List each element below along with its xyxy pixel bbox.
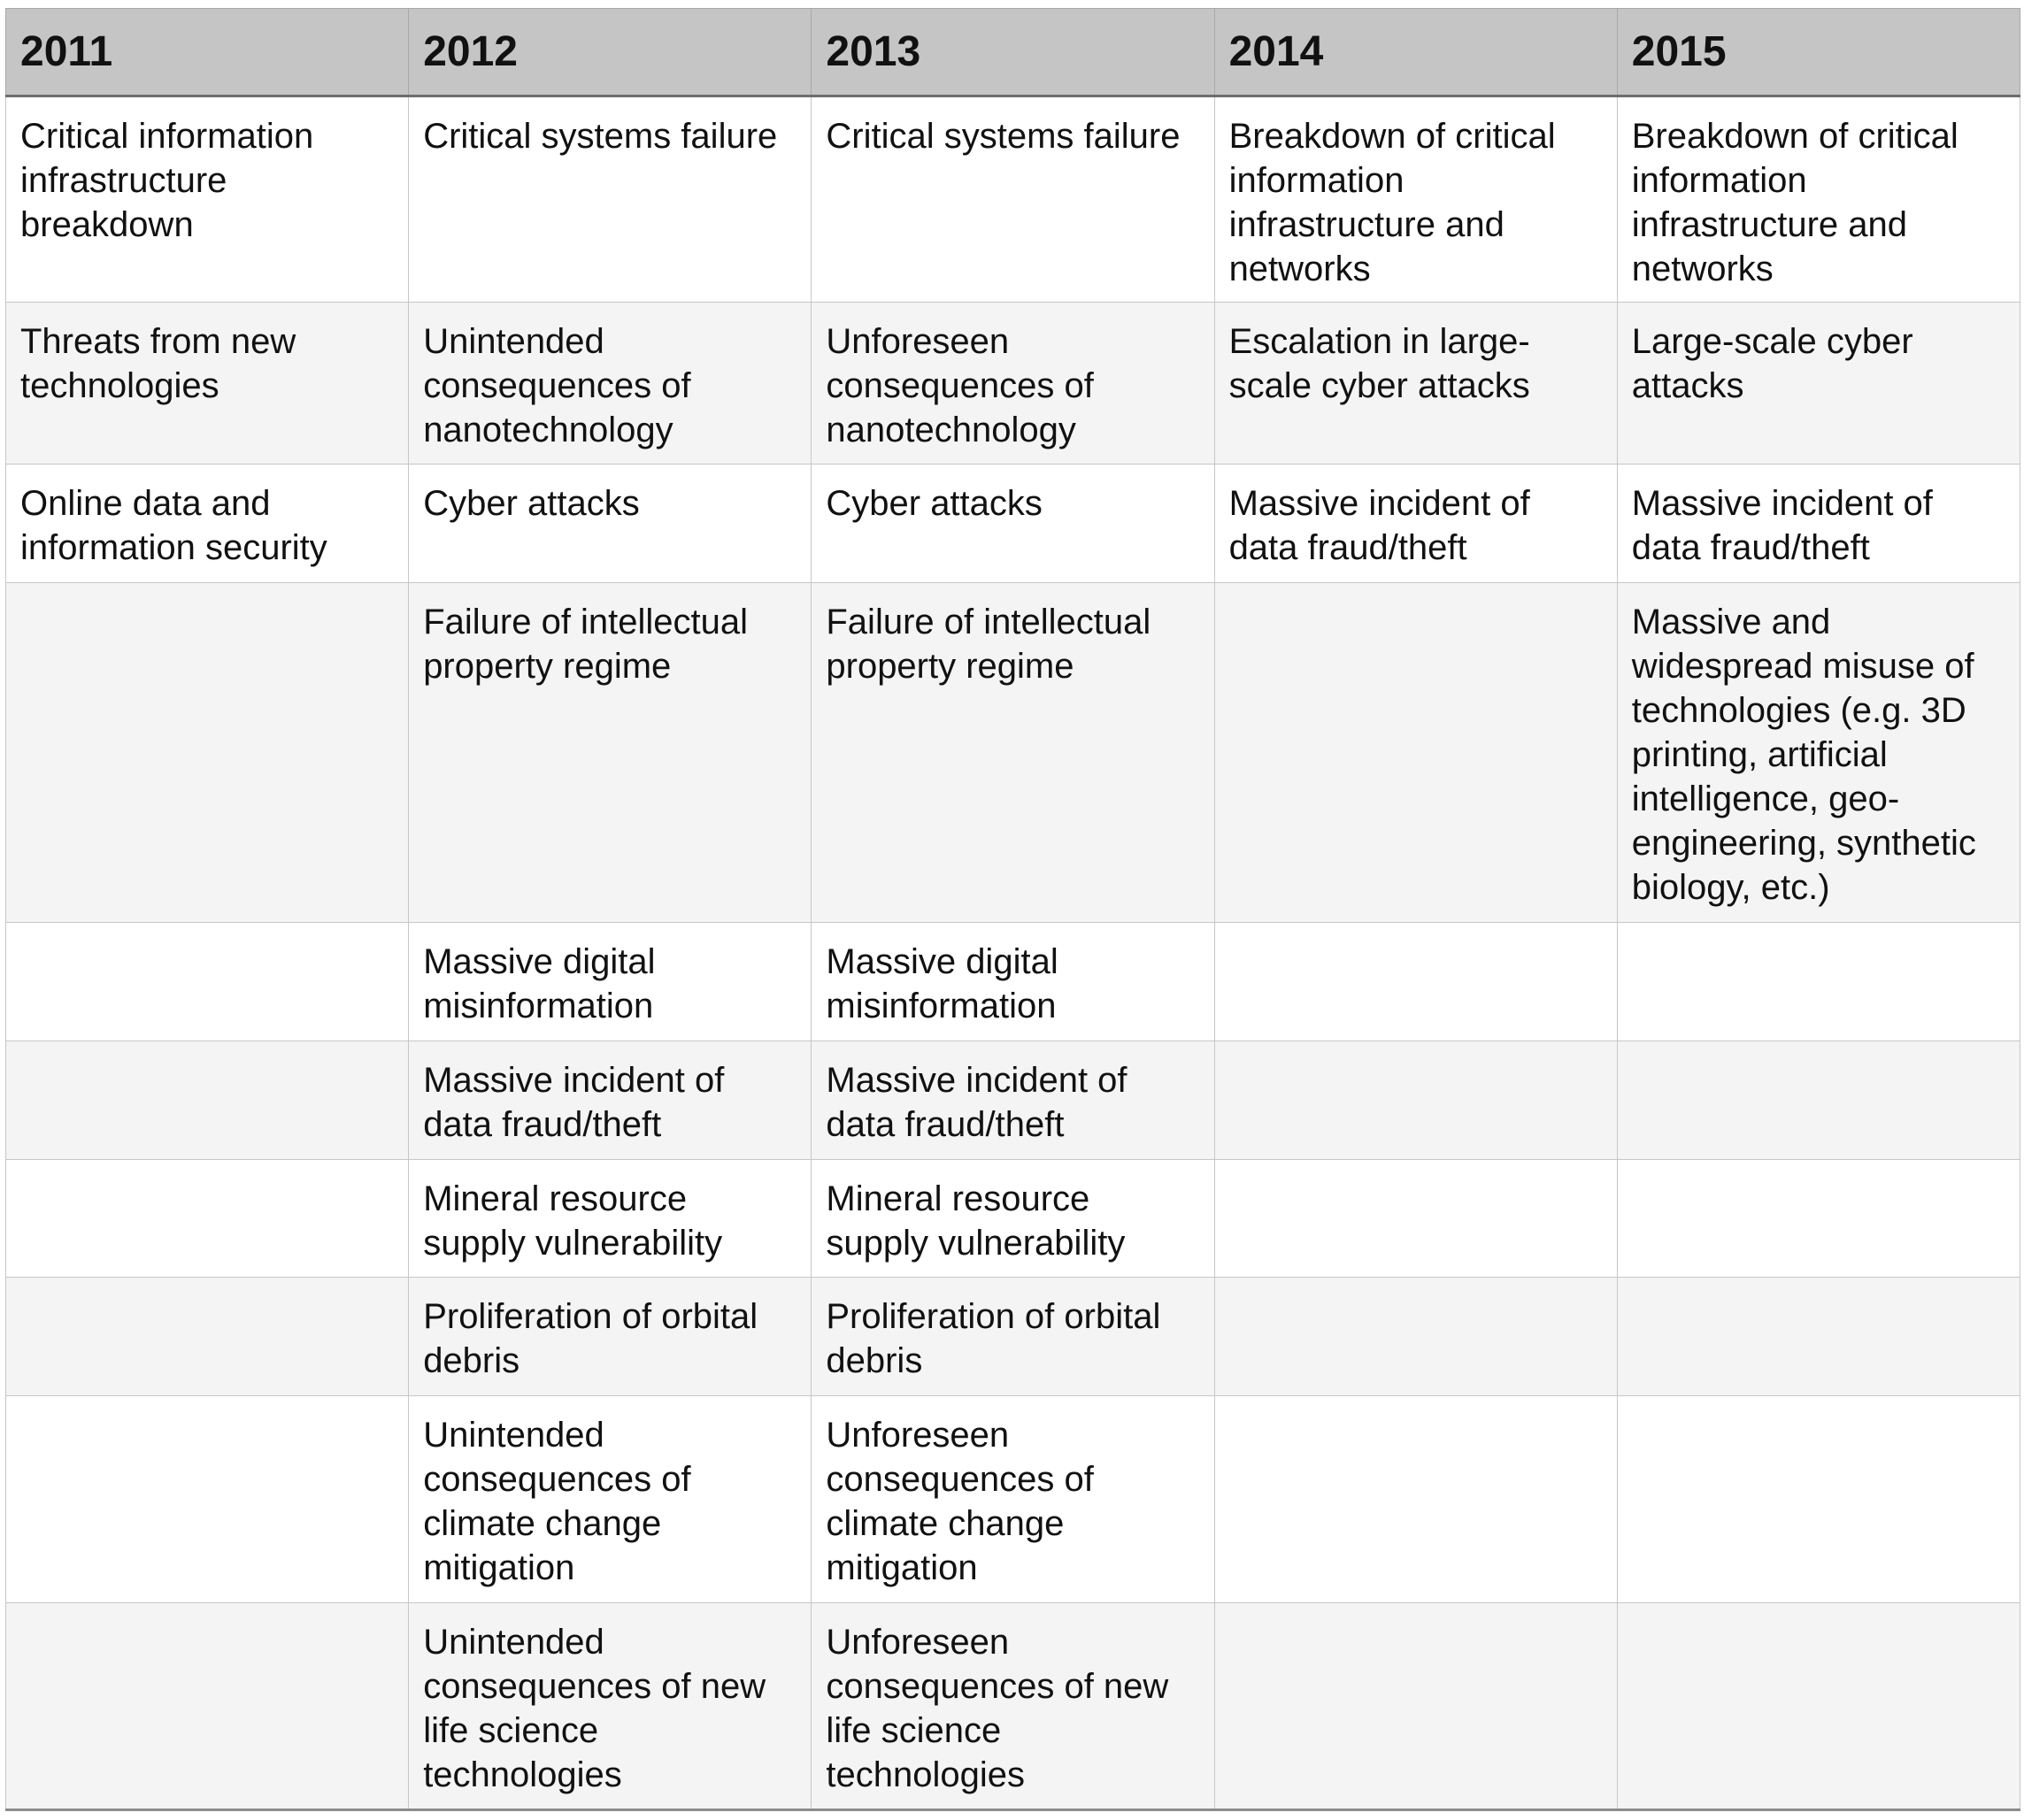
table-cell: Massive digital misinformation [409,923,812,1041]
table-cell [1214,1603,1617,1810]
table-cell: Massive digital misinformation [812,923,1214,1041]
table-row [6,1041,2020,1160]
table-cell [1214,1278,1617,1396]
header-row [6,9,2020,96]
table-row [6,1160,2020,1278]
table-row [6,583,2020,923]
table-cell: Massive and widespread misuse of technologies (e.g. 3D printing, artificial intelligence, geo-engineering, synthetic biology, etc.) [1617,583,2020,923]
table-cell: Failure of intellectual property regime [409,583,812,923]
table-cell [6,923,409,1041]
table-cell: Unforeseen consequences of new life science technologies [812,1603,1214,1810]
table-row [6,923,2020,1041]
table-cell: Online data and information security [6,465,409,583]
column-header-2015: 2015 [1617,9,2020,96]
table-cell [1617,1041,2020,1160]
column-header-2011: 2011 [6,9,409,96]
table-cell [1214,583,1617,923]
table-row [6,465,2020,583]
table-cell [6,1160,409,1278]
table-cell: Unintended consequences of nanotechnology [409,303,812,465]
table-cell [1617,1396,2020,1603]
table-cell: Proliferation of orbital debris [812,1278,1214,1396]
table-cell: Massive incident of data fraud/theft [409,1041,812,1160]
table-cell: Critical systems failure [409,96,812,303]
table-cell [6,583,409,923]
table-cell [6,1041,409,1160]
table-cell: Unforeseen consequences of climate change mitigation [812,1396,1214,1603]
table-cell: Massive incident of data fraud/theft [812,1041,1214,1160]
column-header-2012: 2012 [409,9,812,96]
table-cell [1617,1160,2020,1278]
table-cell [1214,1041,1617,1160]
table-cell [1214,1160,1617,1278]
risk-table [5,8,2020,1811]
table-cell [6,1278,409,1396]
table-row [6,1278,2020,1396]
table-cell: Breakdown of critical information infrastructure and networks [1617,96,2020,303]
table-cell: Cyber attacks [409,465,812,583]
table-row [6,1396,2020,1603]
table-cell: Large-scale cyber attacks [1617,303,2020,465]
column-header-2014: 2014 [1214,9,1617,96]
table-row [6,96,2020,303]
table-cell [6,1396,409,1603]
table-cell: Breakdown of critical information infrastructure and networks [1214,96,1617,303]
table-cell: Escalation in large-scale cyber attacks [1214,303,1617,465]
table-cell: Unintended consequences of new life science technologies [409,1603,812,1810]
table-cell [1617,1603,2020,1810]
table-cell: Critical systems failure [812,96,1214,303]
table-cell: Threats from new technologies [6,303,409,465]
table-row [6,303,2020,465]
table-cell: Unforeseen consequences of nanotechnology [812,303,1214,465]
table-cell: Mineral resource supply vulnerability [409,1160,812,1278]
table-cell: Massive incident of data fraud/theft [1214,465,1617,583]
table-cell: Massive incident of data fraud/theft [1617,465,2020,583]
table-cell [1617,923,2020,1041]
table-cell: Unintended consequences of climate change mitigation [409,1396,812,1603]
table-cell: Mineral resource supply vulnerability [812,1160,1214,1278]
table-row [6,1603,2020,1810]
table-cell: Proliferation of orbital debris [409,1278,812,1396]
table-cell: Failure of intellectual property regime [812,583,1214,923]
table-cell: Cyber attacks [812,465,1214,583]
table-cell [1214,1396,1617,1603]
table-cell [6,1603,409,1810]
table-cell: Critical information infrastructure breakdown [6,96,409,303]
table-cell [1617,1278,2020,1396]
column-header-2013: 2013 [812,9,1214,96]
table-cell [1214,923,1617,1041]
